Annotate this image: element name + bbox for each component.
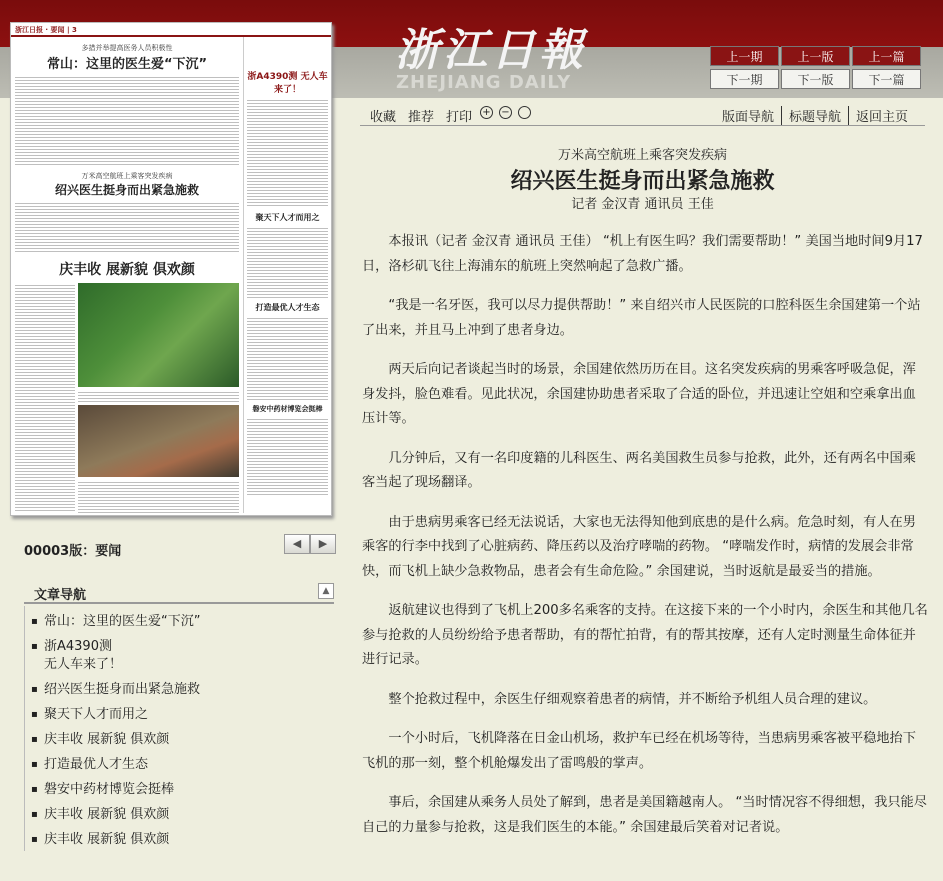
article-paragraph: 整个抢救过程中，余医生仔细观察着患者的病情，并不断给予机组人员合理的建议。 <box>388 691 877 707</box>
article-paragraph: 由于患病男乘客已经无法说话，大家也无法得知他到底患的是什么病。危急时刻，有人在男乘客的行李中找到了心脏病药、降压药以及治疗哮喘的药物。 “哮喘发作时，病情的发展会非常快，而飞机上缺少急救物品，患者会有生命危险。” 余国建说，当时返航是最妥当的措施。 <box>362 514 916 579</box>
prev-page-button[interactable]: 上一版 <box>781 46 850 66</box>
newspaper-logo: 浙江日報 <box>395 25 587 76</box>
favorite-link[interactable]: 收藏 <box>370 110 397 125</box>
article-body <box>362 230 928 855</box>
article-paragraph: 返航建议也得到了飞机上200多名乘客的支持。在这接下来的一个小时内，余医生和其他几名参与抢救的人员纷纷给予患者帮助，有的帮忙拍背，有的帮其按摩，还有人定时测量生命体征并进行记录。 <box>362 603 928 667</box>
zoom-reset-icon[interactable] <box>518 106 531 119</box>
print-link[interactable]: 打印 <box>446 110 473 125</box>
thumb-headline-2[interactable]: 绍兴医生挺身而出紧急施救 <box>54 183 199 197</box>
next-issue-button[interactable]: 下一期 <box>710 69 779 89</box>
article-nav-item[interactable]: ▪ 庆丰收 展新貌 俱欢颜 <box>25 831 334 849</box>
thumb-caption <box>78 390 239 402</box>
article-paragraph: “我是一名牙医，我可以尽力提供帮助！” 来自绍兴市人民医院的口腔科医生余国建第一个站了出来，并且马上冲到了患者身边。 <box>362 298 921 338</box>
article-nav-item[interactable]: ▪ 聚天下人才而用之 <box>25 706 334 724</box>
article-paragraph: 本报讯（记者 金汉青 通讯员 王佳） “机上有医生吗？我们需要帮助！” 美国当地时间9月17日，洛杉矶飞往上海浦东的航班上突然响起了急救广播。 <box>362 234 923 274</box>
collapse-icon[interactable]: ▲ <box>318 583 334 599</box>
article-nav-item[interactable]: ▪ 绍兴医生挺身而出紧急施救 <box>25 681 334 699</box>
article-nav-list <box>24 606 334 851</box>
thumb-sub-1: 多措并举提高医务人员积极性 <box>81 44 173 52</box>
prev-article-button[interactable]: 上一篇 <box>852 46 921 66</box>
zoom-in-icon[interactable]: + <box>480 106 493 119</box>
article-paragraph: 一个小时后，飞机降落在日金山机场，救护车已经在机场等待，当患病男乘客被平稳地抬下飞机的那一刻，整个机舱爆发出了雷鸣般的掌声。 <box>362 731 916 771</box>
next-page-arrow-icon[interactable]: ▶ <box>310 534 336 554</box>
thumb-side-headline-4[interactable]: 磐安中药材博览会挺棒 <box>252 405 323 413</box>
article-byline: 记者 金汉青 通讯员 王佳 <box>571 197 714 212</box>
article-toolbar <box>360 102 925 126</box>
page-thumbnail[interactable] <box>10 22 332 516</box>
recommend-link[interactable]: 推荐 <box>408 110 435 125</box>
title-nav-link[interactable]: 标题导航 <box>781 106 848 125</box>
thumb-text-block <box>78 480 239 514</box>
prev-page-arrow-icon[interactable]: ◀ <box>284 534 310 554</box>
article-paragraph: 几分钟后，又有一名印度籍的儿科医生、两名美国救生员参与抢救，此外，还有两名中国乘客当起了现场翻译。 <box>362 450 916 490</box>
thumb-headline-3[interactable]: 庆丰收 展新貌 俱欢颜 <box>59 262 195 278</box>
edition-label: 00003版：要闻 <box>24 544 122 559</box>
page-switcher <box>284 534 336 554</box>
page-nav-link[interactable]: 版面导航 <box>721 110 774 125</box>
thumb-text-block <box>247 98 328 208</box>
newspaper-logo-english: ZHEJIANG DAILY <box>396 72 572 93</box>
thumb-headline-1[interactable]: 常山：这里的医生爱“下沉” <box>46 57 208 72</box>
thumb-side-headline-2[interactable]: 聚天下人才而用之 <box>255 213 320 222</box>
article-paragraph: 事后，余国建从乘务人员处了解到，患者是美国籍越南人。 “当时情况容不得细想，我只能尽自己的力量参与抢救，这是我们医生的本能。” 余国建最后笑着对记者说。 <box>362 795 927 835</box>
article-title: 绍兴医生挺身而出紧急施救 <box>510 168 775 194</box>
article-nav-header <box>24 580 334 604</box>
thumb-text-block <box>15 283 75 513</box>
article-nav-item[interactable]: ▪ 庆丰收 展新貌 俱欢颜 <box>25 731 334 749</box>
thumb-masthead: 浙江日报 · 要闻 | 3 <box>11 23 331 37</box>
thumb-sub-2: 万米高空航班上乘客突发疾病 <box>81 172 173 180</box>
issue-navigation <box>710 46 921 89</box>
prev-issue-button[interactable]: 上一期 <box>710 46 779 66</box>
article-nav-item[interactable]: ▪ 磐安中药材博览会挺棒 <box>25 781 334 799</box>
article-intro-title: 万米高空航班上乘客突发疾病 <box>557 148 727 163</box>
thumb-side-headline-3[interactable]: 打造最优人才生态 <box>255 303 320 312</box>
thumb-text-block <box>15 75 239 167</box>
article-nav-item[interactable]: ▪ 常山：这里的医生爱“下沉” <box>25 613 334 631</box>
thumb-text-block <box>15 201 239 253</box>
home-link[interactable]: 返回主页 <box>848 106 915 125</box>
article-nav-item[interactable]: ▪ 庆丰收 展新貌 俱欢颜 <box>25 806 334 824</box>
article-nav-item[interactable]: ▪ 浙A4390测 无人车来了！ <box>25 638 334 674</box>
zoom-out-icon[interactable]: − <box>499 106 512 119</box>
next-article-button[interactable]: 下一篇 <box>852 69 921 89</box>
thumb-text-block <box>247 417 328 497</box>
thumb-side-headline[interactable]: 浙A4390测 无人车来了！ <box>247 72 328 95</box>
article-nav-title: 文章导航 <box>34 588 87 603</box>
thumb-text-block <box>247 316 328 400</box>
thumb-photo-farm <box>78 283 239 387</box>
article-paragraph: 两天后向记者谈起当时的场景，余国建依然历历在目。这名突发疾病的男乘客呼吸急促，浑身发抖，脸色难看。见此状况，余国建协助患者采取了合适的卧位，并迅速让空姐和空乘拿出血压计等。 <box>362 362 916 426</box>
thumb-photo-boats <box>78 405 239 477</box>
next-page-button[interactable]: 下一版 <box>781 69 850 89</box>
article-nav-item[interactable]: ▪ 打造最优人才生态 <box>25 756 334 774</box>
thumb-text-block <box>247 226 328 298</box>
